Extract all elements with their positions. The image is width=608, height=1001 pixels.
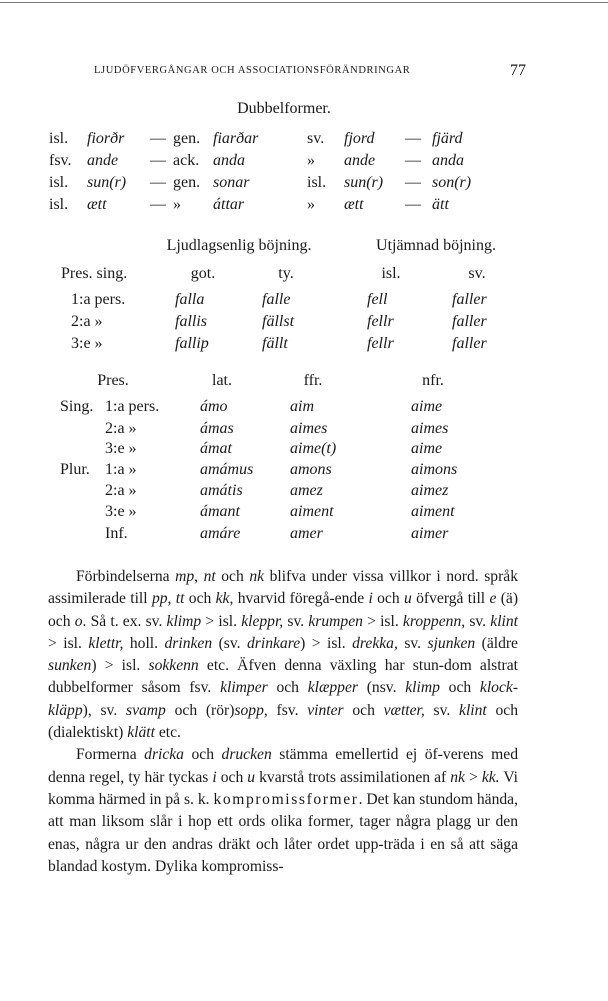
text-segment: kvarstå trots assimilationen af xyxy=(255,768,451,786)
text-segment: hvarvid föregå-ende xyxy=(233,590,369,608)
dubbel-cell: » xyxy=(173,196,181,213)
pres-cell: amez xyxy=(290,482,323,499)
pres-cell: aimons xyxy=(411,461,458,478)
dubbel-cell: isl. xyxy=(307,174,327,191)
running-header xyxy=(86,62,526,82)
text-segment: klint xyxy=(490,612,518,630)
text-segment: drucken xyxy=(221,746,272,764)
text-segment: klæpper xyxy=(307,679,358,697)
text-segment: u xyxy=(247,768,256,786)
pres-col-header: ffr. xyxy=(303,372,323,389)
dubbel-cell: — xyxy=(150,174,166,191)
text-segment: öfvergå till xyxy=(411,590,490,608)
text-segment: (sv. xyxy=(212,634,247,652)
body-text xyxy=(48,566,518,878)
pres-cell: ámant xyxy=(200,503,240,520)
dubbel-cell: — xyxy=(150,196,166,213)
pres-cell: aime xyxy=(411,440,443,457)
text-segment: ), sv. xyxy=(82,701,126,719)
bojning-cell: fellr xyxy=(367,313,394,330)
pres-cell: ámat xyxy=(200,440,232,457)
bojning-cell: fallis xyxy=(175,313,208,330)
bojning-cell: fällt xyxy=(262,335,288,352)
text-segment: pp xyxy=(151,590,168,608)
text-segment: dricka xyxy=(144,746,184,764)
text-segment: krumpen xyxy=(308,612,363,630)
text-segment: o xyxy=(74,612,83,630)
pres-header: Pres. xyxy=(97,372,129,389)
bojning-cell: faller xyxy=(452,291,487,308)
pres-cell: aiment xyxy=(290,503,334,520)
text-segment: kleppr, xyxy=(241,612,284,630)
pres-cell: amáre xyxy=(200,525,241,542)
text-segment: tt xyxy=(175,590,185,608)
dubbel-cell: ande xyxy=(87,152,119,169)
pres-cell: aime(t) xyxy=(290,440,337,457)
text-segment: vinter xyxy=(307,701,344,719)
text-segment: , xyxy=(167,590,176,608)
pres-col-header: lat. xyxy=(212,372,232,389)
pres-cell: amons xyxy=(290,461,332,478)
text-segment: sokkenn xyxy=(148,657,199,675)
bojning-cell: 1:a pers. xyxy=(71,291,126,308)
text-segment: ) > isl. xyxy=(300,634,353,652)
dubbel-cell: son(r) xyxy=(432,174,472,191)
text-segment: kroppenn, xyxy=(402,612,466,630)
bojning-col-header: sv. xyxy=(468,265,486,282)
pres-cell: amer xyxy=(290,525,323,542)
text-segment: (ä) och xyxy=(48,590,519,630)
dubbel-cell: sv. xyxy=(307,130,325,147)
text-segment: och xyxy=(372,590,404,608)
utjamnad-heading: Utjämnad böjning. xyxy=(376,237,496,254)
dubbel-cell: » xyxy=(307,152,315,169)
pres-cell: 1:a » xyxy=(105,461,137,478)
dubbel-cell: isl. xyxy=(49,130,69,147)
pres-cell: aimer xyxy=(411,525,449,542)
text-segment: och xyxy=(216,768,248,786)
text-segment: och (rör) xyxy=(165,701,235,719)
text-segment: sv. xyxy=(397,634,428,652)
bojning-cell: 3:e » xyxy=(71,335,103,352)
text-segment: u xyxy=(403,590,412,608)
pres-cell: Plur. xyxy=(60,461,90,478)
page-number: 77 xyxy=(510,62,526,79)
text-segment: > isl. xyxy=(48,634,89,652)
page-top-rule xyxy=(0,2,608,3)
dubbel-cell: — xyxy=(405,196,421,213)
text-segment: och xyxy=(267,679,308,697)
paragraph-2 xyxy=(48,744,518,878)
text-segment: sopp, xyxy=(234,701,268,719)
text-segment: sunken xyxy=(48,657,92,675)
dubbelformer-title: Dubbelformer. xyxy=(237,100,331,117)
text-segment: stämma emellertid ej öf-verens med denna regel, ty här tyckas xyxy=(48,746,518,786)
text-segment: nk xyxy=(450,768,465,786)
text-segment: etc. Äfven denna växling har stun-dom alstrat dubbelformer såsom fsv. xyxy=(48,657,518,697)
dubbel-cell: fsv. xyxy=(49,152,72,169)
text-segment: klimp xyxy=(405,679,440,697)
dubbel-cell: gen. xyxy=(173,174,201,191)
dubbel-cell: » xyxy=(307,196,315,213)
text-segment: kk, xyxy=(215,590,234,608)
dubbel-cell: ack. xyxy=(173,152,200,169)
pres-sing-label: Pres. sing. xyxy=(61,265,128,282)
pres-cell: 1:a pers. xyxy=(105,398,160,415)
text-segment: och xyxy=(343,701,384,719)
text-segment: (nsv. xyxy=(357,679,406,697)
pres-cell: Inf. xyxy=(105,525,128,542)
ljudlagsenlig-heading: Ljudlagsenlig böjning. xyxy=(166,237,312,254)
text-segment: klätt xyxy=(127,724,155,742)
pres-cell: 3:e » xyxy=(105,440,137,457)
text-segment: och xyxy=(183,746,222,764)
dubbel-cell: sonar xyxy=(213,174,250,191)
text-segment: och xyxy=(215,568,250,585)
text-segment: Formerna xyxy=(76,746,145,764)
bojning-cell: falla xyxy=(175,291,205,308)
dubbel-cell: ätt xyxy=(432,196,449,213)
text-segment: e xyxy=(489,590,497,608)
dubbel-cell: fiorðr xyxy=(87,130,125,147)
text-segment: klimp xyxy=(166,612,202,630)
bojning-cell: fallip xyxy=(175,335,209,352)
text-segment: sjunken xyxy=(427,634,476,652)
pres-cell: amámus xyxy=(200,461,254,478)
text-segment: sv. xyxy=(465,612,491,630)
bojning-cell: falle xyxy=(262,291,291,308)
text-segment: och (dialektiskt) xyxy=(48,701,519,742)
bojning-cell: 2:a » xyxy=(71,313,103,330)
dubbel-cell: isl. xyxy=(49,196,69,213)
pres-col-header: nfr. xyxy=(422,372,444,389)
dubbel-cell: gen. xyxy=(173,130,201,147)
dubbel-cell: áttar xyxy=(213,196,245,213)
text-segment: Förbindelserna xyxy=(76,568,176,585)
text-segment: fsv. xyxy=(267,701,308,719)
text-segment: nk xyxy=(249,568,265,585)
running-title: LJUDÖFVERGÅNGAR OCH ASSOCIATIONSFÖRÄNDRINGAR xyxy=(94,65,411,76)
text-segment: och xyxy=(184,590,216,608)
pres-cell: 3:e » xyxy=(105,503,137,520)
text-segment: blifva under vissa villkor i nord. språk assimilerade till xyxy=(48,568,519,608)
dubbel-cell: fjärd xyxy=(432,130,463,147)
text-segment: . Det kan stundom hända, att man liksom slår i hop ett ords olika former, tager några plagg ur den enas, några ur den andras dräkt och låter ordet upp-träda i en så att säga blandad kostym. Dylika kompromiss- xyxy=(48,790,518,875)
pres-cell: 2:a » xyxy=(105,482,137,499)
bojning-cell: faller xyxy=(452,335,487,352)
dubbel-cell: — xyxy=(405,130,421,147)
text-segment: > xyxy=(464,768,482,786)
text-segment: sv. xyxy=(424,701,460,719)
text-segment: (äldre xyxy=(475,634,518,652)
pres-cell: aiment xyxy=(411,503,455,520)
bojning-cell: faller xyxy=(452,313,487,330)
dubbel-cell: ande xyxy=(344,152,376,169)
dubbel-cell: anda xyxy=(432,152,464,169)
text-segment: drinken xyxy=(164,634,213,652)
text-segment: . Så t. ex. sv. xyxy=(82,612,167,630)
text-segment: sv. xyxy=(283,612,309,630)
text-segment: svamp xyxy=(126,701,166,719)
pres-cell: 2:a » xyxy=(105,420,137,437)
dubbel-cell: — xyxy=(150,130,166,147)
text-segment: > isl. xyxy=(201,612,242,630)
dubbel-cell: anda xyxy=(213,152,245,169)
bojning-col-header: isl. xyxy=(381,265,401,282)
text-segment: kompromissformer xyxy=(213,790,359,808)
pres-cell: amátis xyxy=(200,482,243,499)
text-segment: nt xyxy=(203,568,216,585)
pres-cell: aim xyxy=(290,398,314,415)
dubbel-cell: fjord xyxy=(344,130,375,147)
bojning-cell: fell xyxy=(367,291,388,308)
pres-cell: Sing. xyxy=(60,398,94,415)
text-segment: mp xyxy=(175,568,195,585)
text-segment: Vi komma härmed in på s. k. xyxy=(48,768,518,808)
bojning-cell: fällst xyxy=(262,313,295,330)
text-segment: klimper xyxy=(220,679,268,697)
text-segment: i xyxy=(212,768,217,786)
text-segment: klock-kläpp xyxy=(48,679,519,719)
pres-cell: aime xyxy=(411,398,443,415)
text-segment: holl. xyxy=(123,634,165,652)
pres-cell: aimes xyxy=(411,420,449,437)
bojning-cell: fellr xyxy=(367,335,394,352)
dubbel-cell: — xyxy=(405,152,421,169)
dubbel-cell: sun(r) xyxy=(87,174,127,191)
text-segment: drekka, xyxy=(352,634,398,652)
dubbel-cell: sun(r) xyxy=(344,174,384,191)
pres-cell: ámas xyxy=(200,420,234,437)
text-segment: klettr, xyxy=(88,634,124,652)
dubbel-cell: fiarðar xyxy=(213,130,259,147)
dubbel-cell: ætt xyxy=(344,196,364,213)
bojning-col-header: ty. xyxy=(278,265,294,282)
text-segment: kk. xyxy=(481,768,500,786)
text-segment: , xyxy=(194,568,204,585)
pres-cell: aimes xyxy=(290,420,328,437)
text-segment: > isl. xyxy=(362,612,403,630)
text-segment: ) > isl. xyxy=(91,657,149,675)
text-segment: klint xyxy=(459,701,487,719)
dubbel-cell: — xyxy=(150,152,166,169)
text-segment: i xyxy=(368,590,373,608)
dubbel-cell: — xyxy=(405,174,421,191)
text-segment: etc. xyxy=(154,724,181,742)
text-segment: vætter, xyxy=(383,701,425,719)
paragraph-1 xyxy=(48,566,518,744)
dubbel-cell: isl. xyxy=(49,174,69,191)
text-segment: och xyxy=(439,679,480,697)
pres-cell: aimez xyxy=(411,482,449,499)
dubbel-cell: ætt xyxy=(87,196,107,213)
text-segment: drinkare xyxy=(247,634,301,652)
pres-cell: ámo xyxy=(200,398,228,415)
bojning-col-header: got. xyxy=(190,265,216,282)
